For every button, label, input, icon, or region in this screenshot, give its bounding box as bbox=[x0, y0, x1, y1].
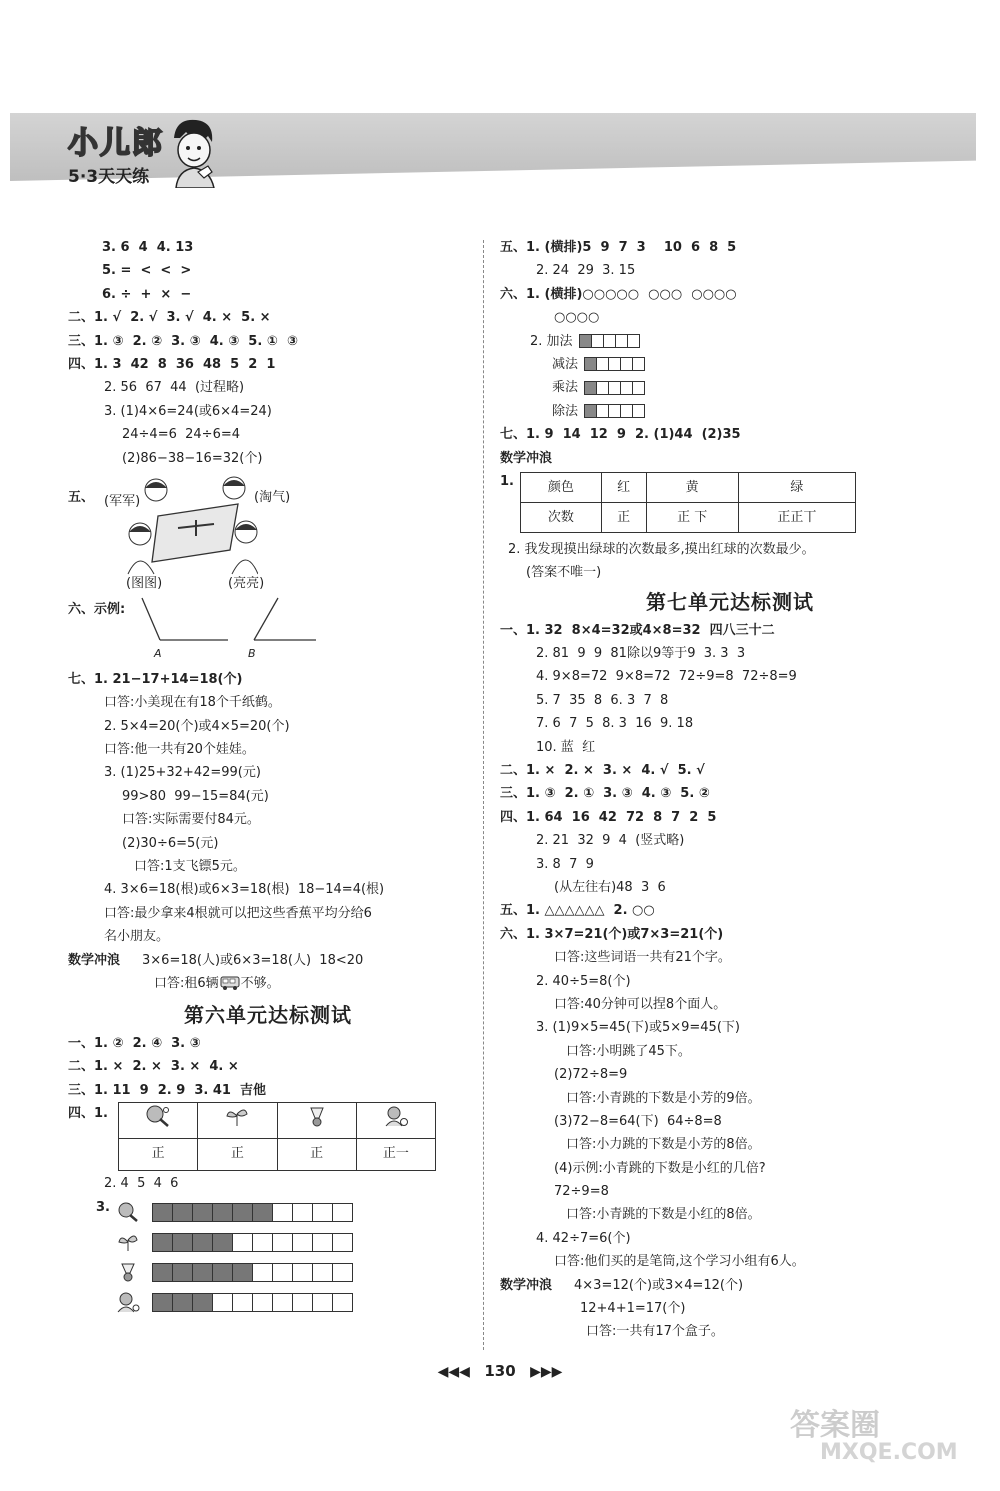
table-cell bbox=[277, 1103, 356, 1138]
unit7-title: 第七单元达标测试 bbox=[646, 589, 814, 614]
logo-title: 小儿郎 bbox=[68, 126, 164, 161]
bar-row bbox=[116, 1198, 352, 1228]
bar-cell bbox=[627, 334, 640, 348]
challenge-label: 数学冲浪 bbox=[500, 450, 553, 466]
bar-cell bbox=[292, 1203, 313, 1222]
angle-drawing bbox=[138, 592, 318, 662]
plant-icon bbox=[223, 1104, 251, 1128]
bar-cell bbox=[212, 1233, 233, 1252]
next-arrows-icon: ▶▶▶ bbox=[530, 1364, 563, 1380]
answer-line: 口答:这些词语一共有21个字。 bbox=[554, 950, 731, 966]
operation-bar bbox=[584, 357, 644, 371]
operation-row bbox=[500, 353, 960, 376]
bar-cell bbox=[192, 1203, 213, 1222]
bar-cell bbox=[332, 1233, 353, 1252]
answer-line: 口答:小力跳的下数是小芳的8倍。 bbox=[566, 1137, 761, 1153]
operation-bar bbox=[584, 381, 644, 395]
bar-cell bbox=[212, 1203, 233, 1222]
answer-line: 二、1. √ 2. √ 3. √ 4. × 5. × bbox=[68, 310, 271, 326]
bar-cell bbox=[172, 1233, 193, 1252]
answer-line: 六、1. 3×7=21(个)或7×3=21(个) bbox=[500, 926, 724, 942]
answer-line: 3. (1)4×6=24(或6×4=24) bbox=[104, 403, 272, 419]
bar-grid-chart bbox=[68, 1196, 468, 1320]
answer-line: 口答:租6辆 bbox=[154, 975, 219, 991]
answer-line: 2. 5×4=20(个)或4×5=20(个) bbox=[104, 718, 290, 734]
watermark-logo: 答案圈 bbox=[790, 1408, 880, 1443]
bar-grid bbox=[152, 1203, 352, 1222]
operation-row bbox=[500, 376, 960, 399]
badminton-icon bbox=[303, 1104, 331, 1128]
answer-line: 3. (1)9×5=45(下)或5×9=45(下) bbox=[536, 1020, 740, 1036]
mascot-icon bbox=[168, 116, 218, 188]
answer-line: 3. 8 7 9 bbox=[536, 856, 594, 872]
bar-cell bbox=[252, 1233, 273, 1252]
answer-line: 5. 7 35 8 6. 3 7 8 bbox=[536, 692, 669, 708]
watermark-url: MXQE.COM bbox=[820, 1440, 958, 1465]
bar-cell bbox=[232, 1263, 253, 1282]
bar-cell bbox=[332, 1203, 353, 1222]
section-label: 六、示例: bbox=[68, 601, 126, 617]
bar-cell bbox=[272, 1293, 293, 1312]
table-header: 绿 bbox=[738, 472, 855, 502]
answer-line: 二、1. × 2. × 3. × 4. √ 5. √ bbox=[500, 763, 705, 779]
football-kid-icon bbox=[382, 1104, 410, 1128]
angle-figure bbox=[68, 598, 468, 668]
answer-line: 六、1. (横排)○○○○○ ○○○ ○○○○ bbox=[500, 286, 737, 302]
answer-line: 口答:他们买的是笔筒,这个学习小组有6人。 bbox=[554, 1254, 805, 1270]
answer-line: 三、1. 11 9 2. 9 3. 41 吉他 bbox=[68, 1082, 267, 1098]
answer-line: 6. ÷ + × − bbox=[102, 286, 192, 302]
answer-line: 2. 81 9 9 81除以9等于9 3. 3 3 bbox=[536, 646, 746, 662]
bar-row bbox=[116, 1258, 352, 1288]
table-cell: 正 bbox=[119, 1138, 198, 1170]
answer-line: 12+4+1=17(个) bbox=[580, 1301, 686, 1317]
bar-grid bbox=[152, 1233, 352, 1252]
bar-cell bbox=[252, 1293, 273, 1312]
answer-line: 七、1. 9 14 12 9 2. (1)44 (2)35 bbox=[500, 427, 741, 443]
table-header: 颜色 bbox=[521, 472, 602, 502]
answer-line: 名小朋友。 bbox=[104, 929, 170, 945]
operation-row bbox=[500, 400, 960, 423]
logo bbox=[68, 118, 164, 187]
answer-line: 7. 6 7 5 8. 3 16 9. 18 bbox=[536, 716, 694, 732]
table-cell: 正正丅 bbox=[738, 502, 855, 532]
bar-cell bbox=[632, 357, 645, 371]
bar-cell bbox=[152, 1233, 173, 1252]
table-cell bbox=[119, 1103, 198, 1138]
operation-row bbox=[500, 330, 960, 353]
activity-tally-table bbox=[118, 1102, 436, 1170]
answer-line: 24÷4=6 24÷6=4 bbox=[122, 427, 241, 443]
answer-line: 2. 24 29 3. 15 bbox=[536, 263, 636, 279]
table-cell: 正 bbox=[601, 502, 646, 532]
answer-line: 4×3=12(个)或3×4=12(个) bbox=[574, 1277, 744, 1293]
bar-cell bbox=[172, 1203, 193, 1222]
answer-line: 口答:他一共有20个娃娃。 bbox=[104, 742, 255, 758]
bar-cell bbox=[312, 1203, 333, 1222]
child-name: (亮亮) bbox=[228, 575, 265, 591]
bar-cell bbox=[172, 1293, 193, 1312]
table-header: 红 bbox=[601, 472, 646, 502]
answer-line: (答案不唯一) bbox=[526, 565, 602, 581]
point-label: A bbox=[154, 646, 162, 660]
answer-line: 口答:40分钟可以捏8个面人。 bbox=[554, 996, 727, 1012]
answer-line: 三、1. ③ 2. ② 3. ③ 4. ③ 5. ① ③ bbox=[68, 333, 298, 349]
children-around-table-icon bbox=[118, 476, 258, 576]
bus-icon bbox=[220, 975, 240, 991]
bar-cell bbox=[232, 1233, 253, 1252]
answer-line: 2. 4 5 4 6 bbox=[104, 1176, 179, 1192]
answer-line: 口答:小青跳的下数是小芳的9倍。 bbox=[566, 1090, 761, 1106]
bar-row bbox=[116, 1228, 352, 1258]
answer-line: 五、1. △△△△△△ 2. ○○ bbox=[500, 903, 655, 919]
answer-line: (4)示例:小青跳的下数是小红的几倍? bbox=[554, 1160, 766, 1176]
answer-line: 四、1. bbox=[68, 1106, 108, 1122]
bar-cell bbox=[212, 1293, 233, 1312]
badminton-icon bbox=[116, 1261, 142, 1285]
answer-line: 口答:实际需要付84元。 bbox=[122, 812, 260, 828]
table-cell: 正 bbox=[277, 1138, 356, 1170]
answer-line: 一、1. ② 2. ④ 3. ③ bbox=[68, 1035, 201, 1051]
operation-label: 除法 bbox=[552, 403, 579, 419]
answer-line: 1. bbox=[500, 473, 514, 489]
page-number: 130 bbox=[484, 1362, 516, 1380]
bar-cell bbox=[192, 1293, 213, 1312]
answer-line: (2)72÷8=9 bbox=[554, 1067, 628, 1083]
bar-cell bbox=[212, 1263, 233, 1282]
table-cell: 正 下 bbox=[646, 502, 738, 532]
answer-line: 口答:一共有17个盒子。 bbox=[586, 1324, 724, 1340]
answer-line: 4. 9×8=72 9×8=72 72÷9=8 72÷8=9 bbox=[536, 669, 797, 685]
answer-line: (从左往右)48 3 6 bbox=[554, 879, 666, 895]
answer-line: (3)72−8=64(下) 64÷8=8 bbox=[554, 1113, 722, 1129]
color-tally-table bbox=[520, 472, 856, 533]
operation-bar bbox=[579, 334, 639, 348]
answer-line: 口答:小青跳的下数是小红的8倍。 bbox=[566, 1207, 761, 1223]
section-label: 五、 bbox=[68, 489, 95, 505]
ping-pong-icon bbox=[116, 1201, 142, 1225]
operation-label: 2. 加法 bbox=[530, 333, 573, 349]
bar-row bbox=[116, 1288, 352, 1318]
bar-cell bbox=[172, 1263, 193, 1282]
bar-cell bbox=[192, 1233, 213, 1252]
bar-cell bbox=[292, 1293, 313, 1312]
answer-line: (2)86−38−16=32(个) bbox=[122, 450, 263, 466]
challenge-label: 数学冲浪 bbox=[68, 952, 121, 968]
bar-cell bbox=[252, 1263, 273, 1282]
right-column bbox=[500, 236, 960, 1344]
table-cell bbox=[198, 1103, 277, 1138]
football-kid-icon bbox=[116, 1291, 142, 1315]
point-label: B bbox=[248, 646, 256, 660]
answer-line: 4. 42÷7=6(个) bbox=[536, 1230, 631, 1246]
bar-cell bbox=[232, 1293, 253, 1312]
page-footer bbox=[0, 1362, 1000, 1380]
table-cell bbox=[356, 1103, 435, 1138]
bar-cell bbox=[312, 1293, 333, 1312]
answer-line: 2. 21 32 9 4 (竖式略) bbox=[536, 833, 685, 849]
plant-icon bbox=[116, 1231, 142, 1255]
answer-line: 4. 3×6=18(根)或6×3=18(根) 18−14=4(根) bbox=[104, 882, 385, 898]
tally-block bbox=[68, 1102, 468, 1172]
bar-cell bbox=[632, 404, 645, 418]
answer-line: 10. 蓝 红 bbox=[536, 739, 596, 755]
operation-bar bbox=[584, 404, 644, 418]
logo-subtitle: 5·3天天练 bbox=[68, 167, 150, 187]
answer-line: 3. 6 4 4. 13 bbox=[102, 240, 194, 255]
table-cell: 次数 bbox=[521, 502, 602, 532]
answer-line: 五、1. (横排)5 9 7 3 10 6 8 5 bbox=[500, 240, 737, 255]
ping-pong-icon bbox=[144, 1104, 172, 1128]
answer-line: 口答:小明跳了45下。 bbox=[566, 1043, 691, 1059]
answer-line: 3. (1)25+32+42=99(元) bbox=[104, 765, 261, 781]
color-tally-block bbox=[500, 470, 960, 538]
answer-line: 2. 我发现摸出绿球的次数最多,摸出红球的次数最少。 bbox=[508, 541, 815, 557]
answer-line: 2. 56 67 44 (过程略) bbox=[104, 380, 245, 396]
answer-line: 二、1. × 2. × 3. × 4. × bbox=[68, 1059, 239, 1075]
answer-line: 三、1. ③ 2. ① 3. ③ 4. ③ 5. ② bbox=[500, 786, 710, 802]
operation-label: 减法 bbox=[552, 356, 579, 372]
operation-label: 乘法 bbox=[552, 380, 579, 396]
bar-cell bbox=[312, 1263, 333, 1282]
answer-line: 口答:小美现在有18个千纸鹤。 bbox=[104, 695, 281, 711]
bar-cell bbox=[152, 1263, 173, 1282]
answer-line: 99>80 99−15=84(元) bbox=[122, 788, 269, 804]
bar-cell bbox=[272, 1203, 293, 1222]
column-divider bbox=[483, 240, 484, 1350]
child-name: (淘气) bbox=[254, 489, 291, 505]
answer-line: 3. bbox=[96, 1199, 110, 1215]
challenge-label: 数学冲浪 bbox=[500, 1277, 553, 1293]
answer-line: ○○○○ bbox=[554, 310, 600, 326]
bar-cell bbox=[192, 1263, 213, 1282]
answer-line: 不够。 bbox=[240, 975, 280, 991]
answer-line: 2. 40÷5=8(个) bbox=[536, 973, 631, 989]
answer-line: 一、1. 32 8×4=32或4×8=32 四八三十二 bbox=[500, 622, 775, 638]
answer-line: 七、1. 21−17+14=18(个) bbox=[68, 671, 243, 687]
answer-line: 四、1. 64 16 42 72 8 7 2 5 bbox=[500, 809, 717, 825]
bar-cell bbox=[152, 1293, 173, 1312]
table-header: 黄 bbox=[646, 472, 738, 502]
table-cell: 正 bbox=[198, 1138, 277, 1170]
answer-line: 5. = < < > bbox=[102, 263, 192, 279]
table-cell: 正一 bbox=[356, 1138, 435, 1170]
answer-line: 口答:最少拿来4根就可以把这些香蕉平均分给6 bbox=[104, 905, 372, 921]
unit6-title: 第六单元达标测试 bbox=[184, 1002, 352, 1027]
prev-arrows-icon: ◀◀◀ bbox=[437, 1364, 470, 1380]
bar-cell bbox=[332, 1263, 353, 1282]
bar-grid bbox=[152, 1263, 352, 1282]
answer-line: 72÷9=8 bbox=[554, 1184, 609, 1200]
answer-line: 口答:1支飞镖5元。 bbox=[134, 859, 246, 875]
answer-line: 四、1. 3 42 8 36 48 5 2 1 bbox=[68, 356, 276, 372]
child-name: (军军) bbox=[104, 493, 141, 509]
answer-line: 3×6=18(人)或6×3=18(人) 18<20 bbox=[142, 952, 364, 968]
bar-cell bbox=[292, 1233, 313, 1252]
bar-cell bbox=[252, 1203, 273, 1222]
bar-cell bbox=[632, 381, 645, 395]
answer-line: (2)30÷6=5(元) bbox=[122, 835, 219, 851]
bar-cell bbox=[332, 1293, 353, 1312]
figure-children-table bbox=[68, 470, 468, 598]
bar-cell bbox=[232, 1203, 253, 1222]
bar-cell bbox=[292, 1263, 313, 1282]
child-name: (图图) bbox=[126, 575, 163, 591]
bar-grid bbox=[152, 1293, 352, 1312]
bar-cell bbox=[152, 1203, 173, 1222]
bar-cell bbox=[272, 1233, 293, 1252]
bar-cell bbox=[312, 1233, 333, 1252]
bar-cell bbox=[272, 1263, 293, 1282]
left-column bbox=[68, 236, 468, 1320]
